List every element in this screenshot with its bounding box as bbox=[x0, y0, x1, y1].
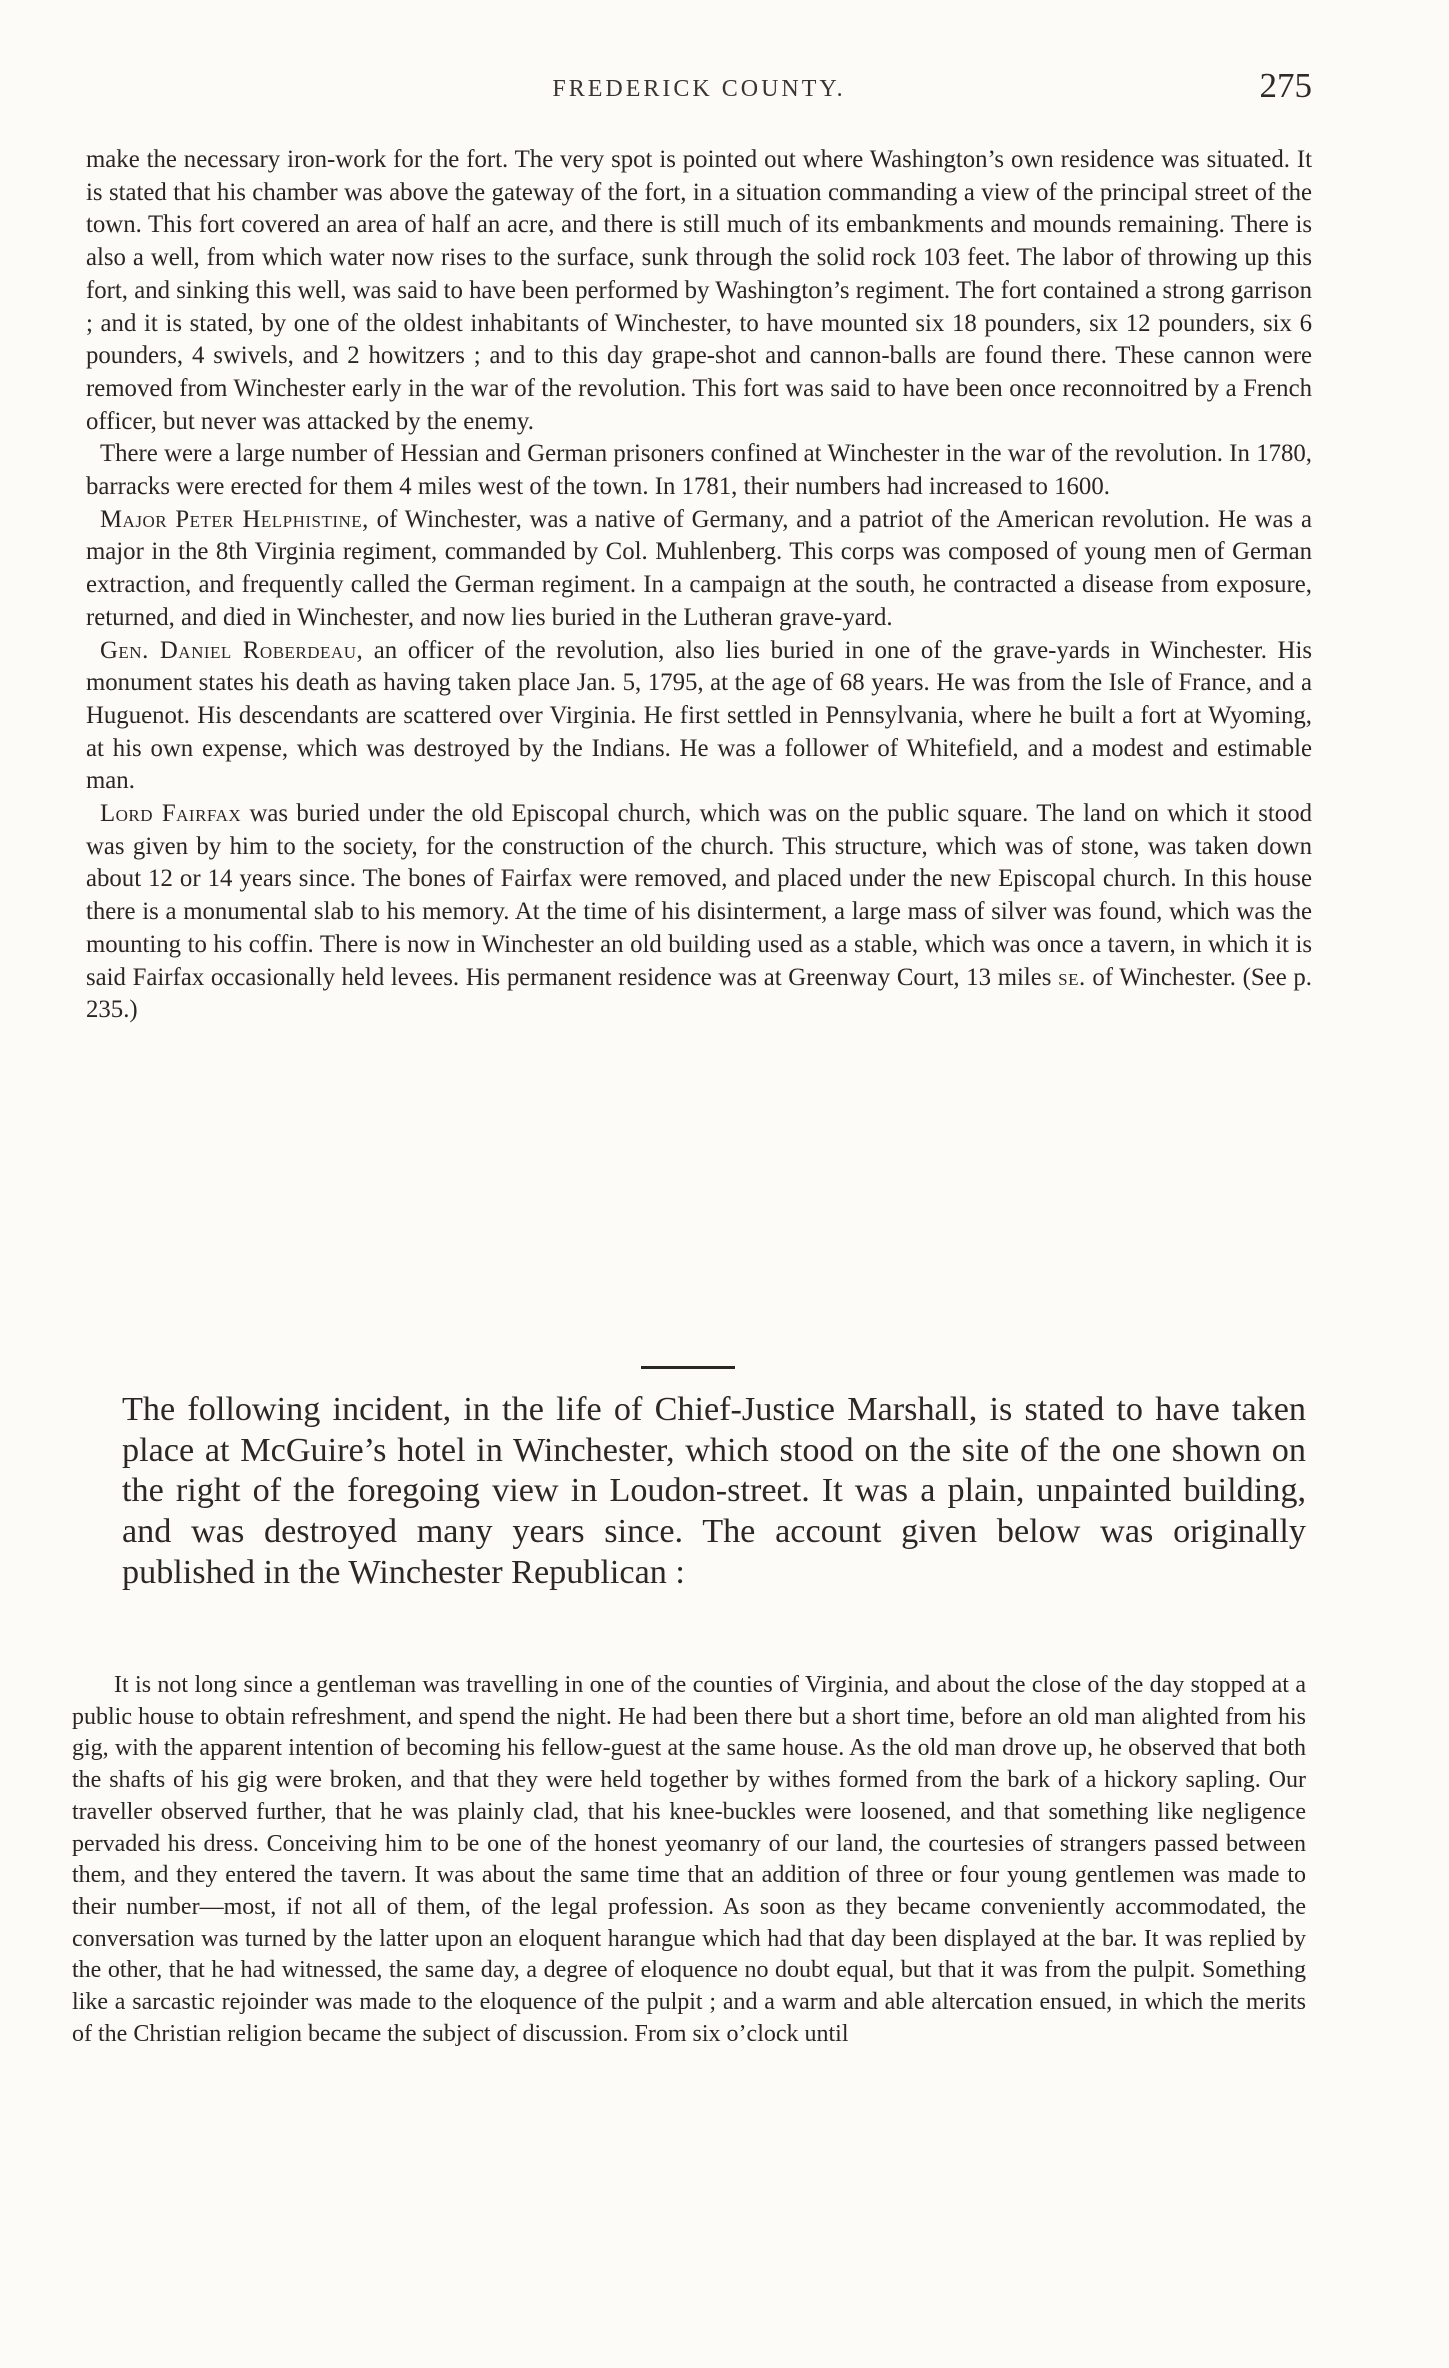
paragraph-fort: make the necessary iron-work for the fort. The very spot is pointed out where Washington’s own residence was situated. It is stated that his chamber was above the gateway of the fort, in a situation commanding a view of the principal street of the town. This fort covered an area of half an acre, and there is still much of its embankments and mounds remaining. There is also a well, from which water now rises to the surface, sunk through the solid rock 103 feet. The labor of throwing up this fort, and sinking this well, was said to have been performed by Washington’s regiment. The fort contained a strong garrison ; and it is stated, by one of the oldest inhabitants of Winchester, to have mounted six 18 pounders, six 12 pounders, six 6 pounders, 4 swivels, and 2 howitzers ; and to this day grape-shot and cannon-balls are found there. These cannon were removed from Winchester early in the war of the revolution. This fort was said to have been once reconnoitred by a French officer, but never was attacked by the enemy. bbox=[86, 146, 1312, 435]
page-header bbox=[86, 66, 1312, 120]
page-number: 275 bbox=[1259, 66, 1312, 105]
paragraph-hessian-prisoners: There were a large number of Hessian and German prisoners confined at Winchester in the war of the revolution. In 1780, barracks were erected for them 4 miles west of the town. In 1781, their numbers had increased to 1600. bbox=[86, 440, 1312, 501]
paragraph-roberdeau bbox=[86, 635, 1312, 799]
running-head: FREDERICK COUNTY. bbox=[552, 76, 846, 102]
paragraph-helphistine bbox=[86, 504, 1312, 635]
paragraph-fairfax-text: was buried under the old Episcopal church, which was on the public square. The land on which it stood was given by him to the society, for the construction of the church. This structure, which was of stone, was taken down about 12 or 14 years since. The bones of Fairfax were removed, and placed under the new Episcopal church. In this house there is a monumental slab to his memory. At the time of his disinterment, a large mass of silver was found, which was the mounting to his coffin. There is now in Winchester an old building used as a stable, which was once a tavern, in which it is said Fairfax occasionally held levees. His permanent residence was at Greenway Court, 13 miles bbox=[86, 800, 1312, 991]
republican-account-text: It is not long since a gentleman was travelling in one of the counties of Virginia, and about the close of the day stopped at a public house to obtain refreshment, and spend the night. He had been there but a short time, before an old man alighted from his gig, with the apparent intention of becoming his fellow-guest at the same house. As the old man drove up, he observed that both the shafts of his gig were broken, and that they were held together by withes formed from the bark of a hickory sapling. Our traveller observed further, that he was plainly clad, that his knee-buckles were loosened, and that something like negligence pervaded his dress. Conceiving him to be one of the honest yeomanry of our land, the courtesies of strangers passed between them, and they entered the tavern. It was about the same time that an addition of three or four young gentlemen was made to their number—most, if not all of them, of the legal profession. As soon as they became conveniently accommodated, the conversation was turned by the latter upon an eloquent harangue which had that day been displayed at the bar. It was replied by the other, that he had witnessed, the same day, a degree of eloquence no doubt equal, but that it was from the pulpit. Something like a sarcastic rejoinder was made to the eloquence of the pulpit ; and a warm and able altercation ensued, in which the merits of the Christian religion became the subject of discussion. From six o’clock until bbox=[72, 1672, 1306, 2047]
marshall-intro-text: The following incident, in the life of Chief-Justice Marshall, is stated to have taken place at McGuire’s hotel in Winchester, which stood on the site of the one shown on the right of the foregoing view in Loudon-street. It was a plain, unpainted building, and was destroyed many years since. The account given below was originally published in the Winchester Republican : bbox=[122, 1391, 1306, 1591]
section-divider bbox=[641, 1366, 735, 1369]
paragraph-helphistine-text: of Winchester, was a native of Germany, and a patriot of the American revolution. He was a major in the 8th Virginia regiment, commanded by Col. Muhlenberg. This corps was composed of young men of German extraction, and frequently called the German regiment. In a campaign at the south, he contracted a disease from exposure, returned, and died in Winchester, and now lies buried in the Lutheran grave-yard. bbox=[86, 505, 1312, 631]
person-name-roberdeau: Gen. Daniel Roberdeau, bbox=[100, 636, 364, 664]
person-name-helphistine: Major Peter Helphistine, bbox=[100, 505, 369, 533]
person-name-fairfax: Lord Fairfax bbox=[100, 800, 242, 828]
marshall-introduction bbox=[122, 1390, 1306, 1594]
paragraph-roberdeau-text: an officer of the revolution, also lies buried in one of the grave-yards in Winchester. His monument states his death as having taken place Jan. 5, 1795, at the age of 68 years. He was from the Isle of France, and a Huguenot. His descendants are scattered over Virginia. He first settled in Pennsylvania, where he built a fort at Wyoming, at his own expense, which was destroyed by the Indians. He was a follower of Whitefield, and a modest and estimable man. bbox=[86, 636, 1312, 795]
main-text bbox=[86, 144, 1312, 1027]
quoted-account bbox=[72, 1670, 1306, 2050]
paragraph-fairfax bbox=[86, 798, 1312, 1027]
paragraph-fairfax-text-end: of Winchester. (See p. 235.) bbox=[86, 963, 1312, 1024]
compass-direction: se. bbox=[1058, 963, 1086, 991]
